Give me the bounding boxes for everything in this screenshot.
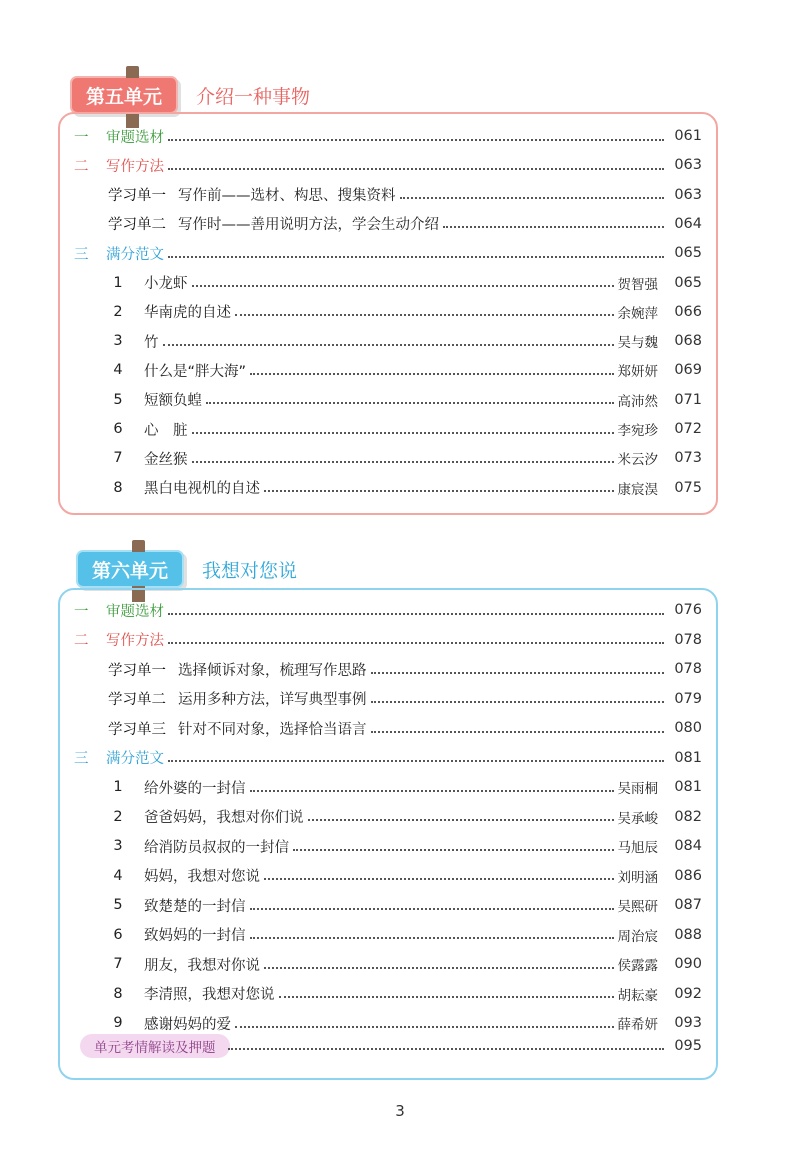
- dot-leader: [192, 284, 614, 287]
- toc-row[interactable]: [74, 1009, 702, 1037]
- dot-leader: [264, 877, 614, 880]
- essay-author: 马旭辰: [617, 840, 658, 856]
- page-number: 082: [674, 808, 702, 825]
- essay-title: 致楚楚的一封信: [144, 898, 246, 915]
- essay-index: 7: [113, 956, 123, 972]
- essay-title: 朋友，我想对你说: [144, 957, 260, 974]
- page-number: 071: [674, 391, 702, 408]
- toc-row[interactable]: [74, 950, 702, 978]
- dot-leader: [250, 907, 614, 910]
- toc-row[interactable]: [74, 832, 702, 860]
- essay-index: 8: [113, 479, 123, 496]
- section-number: 一: [74, 603, 89, 620]
- toc-row[interactable]: [74, 181, 702, 209]
- unit6-header: [76, 550, 297, 588]
- study-unit-label: 学习单一: [108, 188, 166, 205]
- toc-row[interactable]: [74, 685, 702, 713]
- section-label: 写作方法: [106, 158, 164, 175]
- toc-row[interactable]: [74, 122, 702, 150]
- page-number: 087: [674, 897, 702, 913]
- unit6-footer-pill: 单元考情解读及押题: [80, 1034, 230, 1058]
- essay-author: 吴与魏: [617, 335, 658, 352]
- page-number: 073: [674, 450, 702, 467]
- page-footer-number: 3: [395, 1102, 405, 1120]
- essay-index: 2: [113, 303, 123, 320]
- section-number: 三: [74, 246, 89, 263]
- essay-index: 5: [113, 391, 123, 408]
- page-number: 084: [674, 838, 702, 854]
- toc-row[interactable]: [74, 714, 702, 742]
- toc-row[interactable]: [74, 151, 702, 179]
- essay-author: 胡耘豪: [617, 987, 658, 1004]
- dot-leader: [264, 966, 614, 969]
- unit6-title: 我想对您说: [202, 559, 298, 582]
- essay-title: 黑白电视机的自述: [144, 481, 260, 498]
- toc-row[interactable]: [74, 444, 702, 472]
- toc-row[interactable]: [74, 356, 702, 384]
- toc-row[interactable]: [74, 210, 702, 238]
- essay-author: 康宸淏: [617, 481, 658, 498]
- dot-leader: [293, 848, 614, 851]
- dot-leader: [371, 671, 665, 674]
- section-number: 三: [74, 751, 89, 767]
- dot-leader: [250, 936, 614, 939]
- study-unit-label: 学习单二: [108, 217, 166, 234]
- study-unit-label: 学习单二: [108, 692, 166, 708]
- study-unit-text: 针对不同对象，选择恰当语言: [178, 721, 367, 738]
- page-number: 076: [674, 602, 702, 618]
- essay-author: 吴承峻: [617, 810, 658, 827]
- toc-row[interactable]: [74, 239, 702, 267]
- essay-index: 4: [113, 362, 123, 379]
- dot-leader: [250, 789, 614, 792]
- essay-title: 给外婆的一封信: [144, 780, 246, 797]
- dot-leader: [192, 431, 614, 434]
- toc-row[interactable]: [74, 327, 702, 355]
- essay-author: 李宛珍: [617, 423, 658, 439]
- signpost-top: [132, 540, 145, 552]
- dot-leader: [235, 1025, 614, 1028]
- page-number: 079: [674, 690, 702, 707]
- page-number: 086: [674, 867, 702, 884]
- dot-leader: [250, 372, 613, 375]
- dot-leader: [192, 460, 614, 463]
- dot-leader: [264, 489, 614, 492]
- unit6-tab[interactable]: [76, 550, 184, 588]
- dot-leader: [168, 167, 664, 170]
- dot-leader: [168, 612, 664, 615]
- dot-leader: [400, 196, 665, 199]
- essay-author: 高沛然: [617, 393, 658, 410]
- essay-index: 1: [113, 274, 123, 291]
- essay-title: 李清照，我想对您说: [144, 987, 275, 1003]
- page-number: 081: [674, 749, 702, 766]
- essay-author: 郑妍妍: [617, 364, 658, 381]
- essay-index: 9: [113, 1015, 123, 1031]
- page-number: 081: [674, 779, 702, 795]
- page-number: 078: [674, 661, 702, 677]
- toc-row[interactable]: [74, 773, 702, 801]
- page-number: 080: [674, 720, 702, 736]
- study-unit-label: 学习单一: [108, 662, 166, 679]
- essay-author: 周治宸: [617, 928, 658, 945]
- essay-title: 华南虎的自述: [144, 305, 231, 322]
- dot-leader: [228, 1048, 665, 1050]
- page-number: 063: [674, 186, 702, 203]
- essay-author: 余婉萍: [617, 305, 658, 322]
- toc-row[interactable]: [74, 474, 702, 502]
- page-number: 069: [674, 362, 702, 379]
- essay-author: 吴熙研: [617, 899, 658, 915]
- toc-row[interactable]: [74, 596, 702, 624]
- essay-title: 心 脏: [144, 422, 188, 439]
- page-number: 065: [674, 245, 702, 262]
- dot-leader: [279, 995, 614, 998]
- essay-author: 侯露露: [617, 958, 658, 974]
- essay-index: 3: [113, 333, 123, 350]
- essay-author: 薛希妍: [617, 1017, 658, 1033]
- section-label: 审题选材: [106, 603, 164, 620]
- essay-index: 7: [113, 450, 123, 467]
- section-label: 审题选材: [106, 129, 164, 146]
- essay-index: 6: [113, 926, 123, 943]
- dot-leader: [235, 313, 614, 316]
- study-unit-text: 选择倾诉对象，梳理写作思路: [178, 662, 367, 679]
- essay-index: 3: [113, 838, 123, 854]
- dot-leader: [168, 138, 664, 141]
- toc-row[interactable]: [74, 980, 702, 1008]
- section-label: 满分范文: [106, 751, 164, 767]
- essay-title: 给消防员叔叔的一封信: [144, 839, 289, 856]
- toc-row[interactable]: [74, 386, 702, 414]
- essay-title: 什么是“胖大海”: [144, 363, 247, 380]
- unit6-contents: [58, 588, 718, 1080]
- essay-author: 米云汐: [617, 452, 658, 469]
- page-number: 072: [674, 421, 702, 437]
- section-label: 满分范文: [106, 246, 164, 263]
- dot-leader: [308, 818, 614, 821]
- page-number: 088: [674, 926, 702, 943]
- essay-index: 8: [113, 985, 123, 1002]
- dot-leader: [168, 641, 664, 644]
- essay-title: 竹: [144, 334, 159, 351]
- essay-title: 爸爸妈妈，我想对你们说: [144, 810, 304, 826]
- page-number: 095: [674, 1038, 702, 1054]
- essay-title: 妈妈，我想对您说: [144, 869, 260, 885]
- essay-index: 5: [113, 897, 123, 913]
- page-number: 068: [674, 333, 702, 350]
- dot-leader: [206, 401, 614, 404]
- page-number: 061: [674, 128, 702, 144]
- toc-row[interactable]: [74, 655, 702, 683]
- page-number: 093: [674, 1015, 702, 1031]
- dot-leader: [163, 343, 614, 346]
- unit5-header: [70, 76, 310, 114]
- dot-leader: [443, 225, 664, 228]
- essay-title: 短额负蝗: [144, 393, 202, 410]
- essay-title: 致妈妈的一封信: [144, 928, 246, 944]
- section-label: 写作方法: [106, 633, 164, 649]
- toc-row[interactable]: [74, 862, 702, 890]
- toc-row[interactable]: [74, 891, 702, 919]
- unit5-title: 介绍一种事物: [196, 85, 311, 108]
- study-unit-text: 运用多种方法，详写典型事例: [178, 692, 367, 708]
- toc-row[interactable]: [74, 921, 702, 949]
- essay-index: 6: [113, 421, 123, 437]
- essay-title: 金丝猴: [144, 451, 188, 468]
- essay-title: 小龙虾: [144, 276, 188, 292]
- section-number: 二: [74, 633, 89, 649]
- page-number: 075: [674, 479, 702, 496]
- toc-row[interactable]: [74, 415, 702, 443]
- page-number: 065: [674, 274, 702, 291]
- unit5-contents: [58, 112, 718, 515]
- essay-index: 1: [113, 779, 123, 795]
- section-number: 二: [74, 158, 89, 175]
- page-number: 078: [674, 631, 702, 648]
- dot-leader: [168, 759, 664, 762]
- signpost-top: [126, 66, 139, 78]
- dot-leader: [168, 255, 664, 258]
- dot-leader: [371, 700, 665, 703]
- essay-index: 4: [113, 867, 123, 884]
- toc-row[interactable]: [74, 744, 702, 772]
- page-number: 066: [674, 303, 702, 320]
- essay-title: 感谢妈妈的爱: [144, 1016, 231, 1033]
- toc-row[interactable]: [74, 298, 702, 326]
- study-unit-label: 学习单三: [108, 721, 166, 738]
- dot-leader: [371, 730, 665, 733]
- unit6-tab-label: 第六单元: [92, 559, 169, 582]
- page-number: 092: [674, 985, 702, 1002]
- essay-author: 刘明涵: [617, 869, 658, 886]
- essay-author: 吴雨桐: [617, 781, 658, 797]
- page-number: 064: [674, 215, 702, 232]
- toc-row[interactable]: [74, 803, 702, 831]
- study-unit-text: 写作时——善用说明方法，学会生动介绍: [178, 217, 439, 234]
- toc-row[interactable]: [74, 626, 702, 654]
- unit5-tab-label: 第五单元: [86, 85, 163, 108]
- page-number: 090: [674, 956, 702, 972]
- toc-row[interactable]: [74, 269, 702, 297]
- study-unit-text: 写作前——选材、构思、搜集资料: [178, 188, 396, 205]
- section-number: 一: [74, 129, 89, 146]
- essay-author: 贺智强: [617, 276, 658, 293]
- essay-index: 2: [113, 808, 123, 825]
- unit5-tab[interactable]: [70, 76, 178, 114]
- page-number: 063: [674, 157, 702, 174]
